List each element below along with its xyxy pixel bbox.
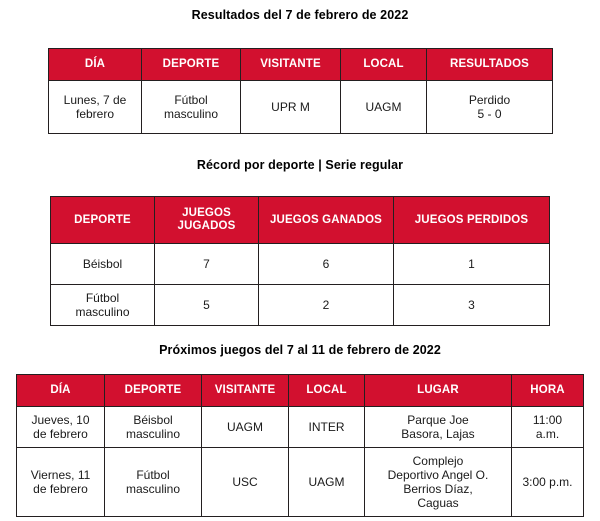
cell-local: UAGM (289, 448, 365, 517)
cell-visitante: UPR M (241, 81, 341, 134)
cell-local: INTER (289, 407, 365, 448)
cell-dia-line1: Lunes, 7 de (63, 92, 127, 107)
column-header-visitante: VISITANTE (241, 49, 341, 81)
cell-resultado-line2: 5 - 0 (477, 107, 502, 121)
record-table (50, 196, 550, 326)
cell-visitante: USC (202, 448, 289, 517)
upcoming-table-wrapper (16, 374, 584, 517)
table-header-row (51, 197, 550, 244)
column-header-juegos-jugados-line2: JUGADOS (177, 220, 236, 232)
table-row (49, 81, 553, 134)
cell-juegos-ganados: 2 (259, 285, 394, 326)
cell-juegos-ganados: 6 (259, 244, 394, 285)
column-header-juegos-perdidos: JUEGOS PERDIDOS (394, 197, 550, 244)
cell-deporte-line1: Fútbol (85, 290, 120, 305)
upcoming-table (16, 374, 584, 517)
cell-lugar-line2: Deportivo Angel O. (387, 467, 489, 482)
cell-hora (512, 407, 584, 448)
cell-visitante: UAGM (202, 407, 289, 448)
column-header-juegos-jugados (155, 197, 259, 244)
cell-dia (49, 81, 142, 134)
table-row (51, 285, 550, 326)
column-header-deporte: DEPORTE (105, 375, 202, 407)
column-header-local: LOCAL (289, 375, 365, 407)
cell-juegos-jugados: 5 (155, 285, 259, 326)
cell-dia-line1: Viernes, 11 (30, 467, 91, 482)
column-header-dia: DÍA (49, 49, 142, 81)
column-header-visitante: VISITANTE (202, 375, 289, 407)
cell-deporte-line1: Fútbol (136, 467, 170, 482)
column-header-deporte: DEPORTE (142, 49, 241, 81)
section-title-record: Récord por deporte | Serie regular (196, 158, 404, 172)
column-header-juegos-ganados: JUEGOS GANADOS (259, 197, 394, 244)
column-header-local: LOCAL (341, 49, 427, 81)
cell-lugar-line4: Caguas (417, 496, 459, 511)
cell-dia-line2: febrero (75, 107, 115, 121)
cell-deporte-line2: masculino (163, 107, 219, 121)
results-table (48, 48, 553, 134)
column-header-hora: HORA (512, 375, 584, 407)
cell-deporte (51, 285, 155, 326)
cell-deporte-line2: masculino (125, 427, 181, 441)
cell-deporte (105, 448, 202, 517)
cell-lugar (365, 448, 512, 517)
cell-dia-line2: de febrero (33, 427, 88, 441)
cell-deporte-line1: Béisbol (133, 412, 173, 427)
cell-deporte-line2: masculino (75, 305, 130, 319)
record-table-wrapper (50, 196, 550, 326)
cell-resultado (427, 81, 553, 134)
cell-resultado-line1: Perdido (468, 92, 511, 107)
cell-deporte (105, 407, 202, 448)
cell-lugar-line1: Complejo (412, 453, 464, 468)
results-table-wrapper (48, 48, 553, 134)
cell-hora-line2: a.m. (535, 427, 560, 441)
column-header-juegos-jugados-line1: JUEGOS (182, 207, 231, 220)
cell-local: UAGM (341, 81, 427, 134)
cell-deporte-line2: masculino (125, 482, 181, 496)
table-header-row (49, 49, 553, 81)
cell-juegos-jugados: 7 (155, 244, 259, 285)
cell-deporte (142, 81, 241, 134)
section-title-upcoming: Próximos juegos del 7 al 11 de febrero de 2022 (159, 343, 441, 357)
cell-dia-line2: de febrero (33, 482, 88, 496)
cell-dia-line1: Jueves, 10 (31, 412, 90, 427)
table-row (17, 448, 584, 517)
cell-dia (17, 448, 105, 517)
cell-deporte: Béisbol (51, 244, 155, 285)
cell-juegos-perdidos: 3 (394, 285, 550, 326)
cell-lugar-line1: Parque Joe (407, 412, 469, 427)
cell-deporte-line1: Fútbol (174, 92, 208, 107)
table-row (51, 244, 550, 285)
column-header-dia: DÍA (17, 375, 105, 407)
column-header-lugar: LUGAR (365, 375, 512, 407)
section-title-results: Resultados del 7 de febrero de 2022 (191, 8, 409, 22)
cell-lugar-line2: Basora, Lajas (401, 427, 475, 441)
table-header-row (17, 375, 584, 407)
cell-juegos-perdidos: 1 (394, 244, 550, 285)
cell-hora-line1: 11:00 (532, 412, 563, 427)
cell-lugar-line3: Berrios Díaz, (403, 482, 473, 496)
table-row (17, 407, 584, 448)
cell-dia (17, 407, 105, 448)
cell-hora: 3:00 p.m. (512, 448, 584, 517)
column-header-resultados: RESULTADOS (427, 49, 553, 81)
column-header-deporte: DEPORTE (51, 197, 155, 244)
cell-lugar (365, 407, 512, 448)
